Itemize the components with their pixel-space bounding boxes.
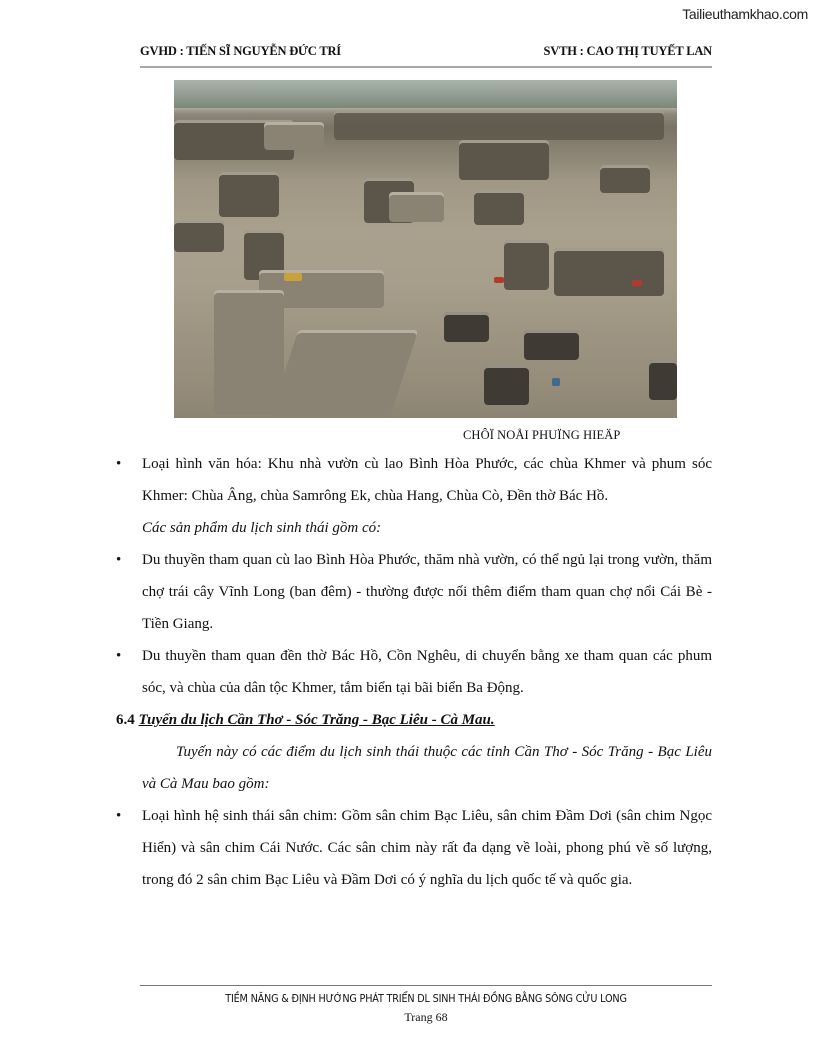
figure-caption: CHÔÏ NOÅI PHUÏNG HIEÄP [463,428,621,442]
photo-detail [552,378,560,386]
floating-market-photo [174,80,677,418]
photo-boat [214,290,284,415]
document-body [116,448,712,896]
section-intro: Tuyến này có các điểm du lịch sinh thái thuộc các tỉnh Cần Thơ - Sóc Trăng - Bạc Liêu và Cà Mau bao gồm: [142,744,712,792]
page-number: Trang 68 [404,1010,448,1024]
header-divider [140,66,712,68]
photo-detail [632,280,642,286]
photo-boat [649,360,677,400]
photo-boat [334,110,664,140]
footer-title: TIỀM NĂNG & ĐỊNH HƯỚNG PHÁT TRIỂN DL SINH THÁI ĐỒNG BẰNG SÔNG CỬU LONG [225,993,627,1005]
photo-boat [459,140,549,180]
photo-boat [389,192,444,222]
section-number: 6.4 [116,712,135,728]
photo-boat [524,330,579,360]
watermark: Tailieuthamkhao.com [682,6,808,22]
photo-detail [284,273,302,281]
photo-detail [494,277,504,283]
photo-boat [444,312,489,342]
photo-boat [554,248,664,296]
products-heading: Các sản phẩm du lịch sinh thái gồm có: [142,520,382,536]
photo-boat [264,122,324,150]
photo-boat [174,220,224,252]
header-advisor: GVHD : TIẾN SĨ NGUYỄN ĐỨC TRÍ [140,44,341,58]
section-heading [116,704,712,736]
photo-boat [484,365,529,405]
bullet-product-2: • Du thuyền tham quan đền thờ Bác Hồ, Cồn Nghêu, di chuyển bằng xe tham quan các phum sóc, và chùa của dân tộc Khmer, tắm biển tại bãi biển Ba Động. [116,640,712,704]
bullet-birds: • Loại hình hệ sinh thái sân chim: Gồm sân chim Bạc Liêu, sân chim Đầm Dơi (sân chim Ngọc Hiển) và sân chim Cái Nước. Các sân chim này rất đa dạng về loài, phong phú về số lượng, trong đó 2 sân chim Bạc Liêu và Đầm Dơi có ý nghĩa du lịch quốc tế và quốc gia. [116,800,712,896]
header-student: SVTH : CAO THỊ TUYẾT LAN [543,44,712,58]
bullet-product-1: • Du thuyền tham quan cù lao Bình Hòa Phước, thăm nhà vườn, có thể ngủ lại trong vườn, thăm chợ trái cây Vĩnh Long (ban đêm) - thường được nối thêm điểm tham quan chợ nổi Cái Bè - Tiền Giang. [116,544,712,640]
section-title: Tuyến du lịch Cần Thơ - Sóc Trăng - Bạc Liêu - Cà Mau. [138,712,495,728]
photo-skyline [174,80,677,108]
photo-boat [600,165,650,193]
footer-divider [140,985,712,986]
bullet-culture: • Loại hình văn hóa: Khu nhà vườn cù lao Bình Hòa Phước, các chùa Khmer và phum sóc Khmer: Chùa Âng, chùa Samrông Ek, chùa Hang, Chùa Cò, Đền thờ Bác Hồ. [116,448,712,512]
photo-boat [219,172,279,217]
page-header [140,44,712,59]
photo-boat [474,190,524,225]
photo-boat [504,240,549,290]
photo-boat [270,330,419,418]
